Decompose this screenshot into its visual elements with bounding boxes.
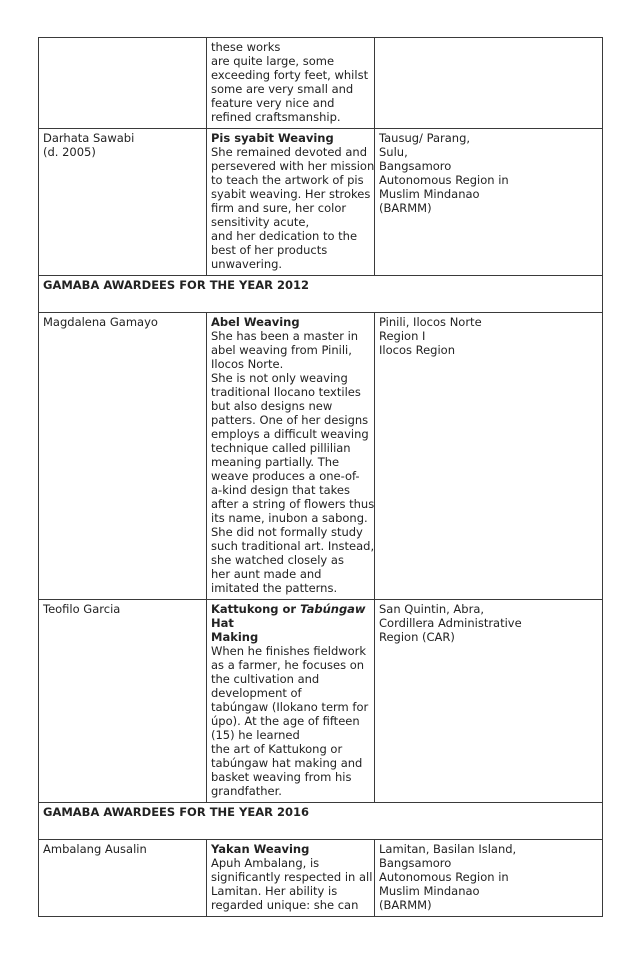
craft-description-line: She remained devoted and <box>211 145 368 159</box>
craft-description-line: but also designs new <box>211 399 333 413</box>
craft-description-line: unwavering. <box>211 257 283 271</box>
awardee-name-line: Teofilo Garcia <box>43 602 121 616</box>
craft-description-line: best of her products <box>211 243 328 257</box>
craft-description-line: refined craftsmanship. <box>211 110 341 124</box>
craft-title-part: Kattukong or <box>211 602 301 616</box>
section-header-row <box>39 276 603 313</box>
craft-description-line: imitated the patterns. <box>211 581 338 595</box>
gamaba-awardees-table <box>38 37 603 917</box>
table-body <box>39 38 603 917</box>
craft-description-line: meaning partially. The <box>211 455 340 469</box>
craft-description-line: She has been a master in <box>211 329 359 343</box>
craft-description-line: feature very nice and <box>211 96 335 110</box>
craft-title: Yakan Weaving <box>211 842 310 856</box>
craft-description-line: syabit weaving. Her strokes <box>211 187 371 201</box>
awardee-name-cell <box>39 313 207 600</box>
table-row <box>39 129 603 276</box>
craft-description-line: such traditional art. Instead, <box>211 539 375 553</box>
craft-description-line: a-kind design that takes <box>211 483 350 497</box>
table-row <box>39 313 603 600</box>
craft-description-line: employs a difficult weaving <box>211 427 369 441</box>
craft-description-line: and her dedication to the <box>211 229 358 243</box>
craft-description-line: her aunt made and <box>211 567 322 581</box>
craft-description-line: (15) he learned <box>211 728 300 742</box>
craft-title-italic: Tabúngaw <box>300 602 366 616</box>
location-line: Region I <box>379 329 426 343</box>
craft-description-line: to teach the artwork of pis <box>211 173 364 187</box>
craft-description-line: tabúngaw (Ilokano term for <box>211 700 369 714</box>
location-line: Cordillera Administrative <box>379 616 522 630</box>
location-line: Autonomous Region in <box>379 870 509 884</box>
craft-description-line: grandfather. <box>211 784 282 798</box>
awardee-name-cell <box>39 129 207 276</box>
location-line: Lamitan, Basilan Island, <box>379 842 517 856</box>
location-line: (BARMM) <box>379 201 432 215</box>
location-cell <box>375 38 603 129</box>
craft-description-line: patters. One of her designs <box>211 413 369 427</box>
craft-title-part: Hat <box>211 616 234 630</box>
craft-description-line: as a farmer, he focuses on <box>211 658 365 672</box>
craft-description-line: úpo). At the age of fifteen <box>211 714 360 728</box>
craft-description-line: sensitivity acute, <box>211 215 310 229</box>
craft-title-part: Making <box>211 630 259 644</box>
craft-description-line: weave produces a one-of- <box>211 469 360 483</box>
section-header-row <box>39 803 603 840</box>
craft-description-line: firm and sure, her color <box>211 201 347 215</box>
craft-description-line: persevered with her mission <box>211 159 375 173</box>
location-line: Bangsamoro <box>379 159 452 173</box>
table-row <box>39 840 603 917</box>
table-row <box>39 38 603 129</box>
craft-description-cell <box>207 600 375 803</box>
awardee-name-line: Darhata Sawabi <box>43 131 135 145</box>
awardee-name-cell <box>39 38 207 129</box>
craft-description-line: Apuh Ambalang, is <box>211 856 320 870</box>
craft-description-line: its name, inubon a sabong. <box>211 511 368 525</box>
craft-description-line: regarded unique: she can <box>211 898 359 912</box>
awardee-name-line: (d. 2005) <box>43 145 96 159</box>
craft-description-line: exceeding forty feet, whilst <box>211 68 369 82</box>
section-title: GAMABA AWARDEES FOR THE YEAR 2016 <box>39 803 603 840</box>
craft-description-line: after a string of flowers thus <box>211 497 375 511</box>
awardee-name-line: Ambalang Ausalin <box>43 842 147 856</box>
craft-description-line: some are very small and <box>211 82 354 96</box>
location-line: Muslim Mindanao <box>379 884 480 898</box>
craft-description-line: these works <box>211 40 281 54</box>
awardee-name-cell <box>39 840 207 917</box>
section-title: GAMABA AWARDEES FOR THE YEAR 2012 <box>39 276 603 313</box>
craft-description-line: When he finishes fieldwork <box>211 644 367 658</box>
location-line: Sulu, <box>379 145 408 159</box>
craft-description-cell <box>207 840 375 917</box>
craft-description-line: basket weaving from his <box>211 770 352 784</box>
location-cell <box>375 600 603 803</box>
location-cell <box>375 129 603 276</box>
awardee-name-line: Magdalena Gamayo <box>43 315 158 329</box>
craft-title: Pis syabit Weaving <box>211 131 334 145</box>
craft-title: Abel Weaving <box>211 315 300 329</box>
location-line: Pinili, Ilocos Norte <box>379 315 482 329</box>
craft-description-line: are quite large, some <box>211 54 335 68</box>
awardee-name-cell <box>39 600 207 803</box>
craft-description-line: She did not formally study <box>211 525 363 539</box>
craft-description-line: tabúngaw hat making and <box>211 756 363 770</box>
location-line: Tausug/ Parang, <box>379 131 471 145</box>
location-line: Ilocos Region <box>379 343 455 357</box>
craft-description-line: Lamitan. Her ability is <box>211 884 338 898</box>
location-line: Bangsamoro <box>379 856 452 870</box>
craft-description-line: technique called pillilian <box>211 441 351 455</box>
location-line: Region (CAR) <box>379 630 455 644</box>
craft-description-line: abel weaving from Pinili, <box>211 343 352 357</box>
craft-description-line: the art of Kattukong or <box>211 742 343 756</box>
table-row <box>39 600 603 803</box>
craft-description-cell <box>207 38 375 129</box>
location-cell <box>375 313 603 600</box>
craft-description-cell <box>207 129 375 276</box>
craft-description-line: the cultivation and <box>211 672 320 686</box>
craft-description-line: Ilocos Norte. <box>211 357 284 371</box>
craft-description-line: significantly respected in all <box>211 870 373 884</box>
craft-description-cell <box>207 313 375 600</box>
craft-description-line: traditional Ilocano textiles <box>211 385 361 399</box>
location-line: San Quintin, Abra, <box>379 602 485 616</box>
location-line: Muslim Mindanao <box>379 187 480 201</box>
location-line: Autonomous Region in <box>379 173 509 187</box>
location-cell <box>375 840 603 917</box>
craft-description-line: She is not only weaving <box>211 371 348 385</box>
craft-title <box>211 602 370 644</box>
craft-description-line: she watched closely as <box>211 553 344 567</box>
craft-description-line: development of <box>211 686 302 700</box>
location-line: (BARMM) <box>379 898 432 912</box>
